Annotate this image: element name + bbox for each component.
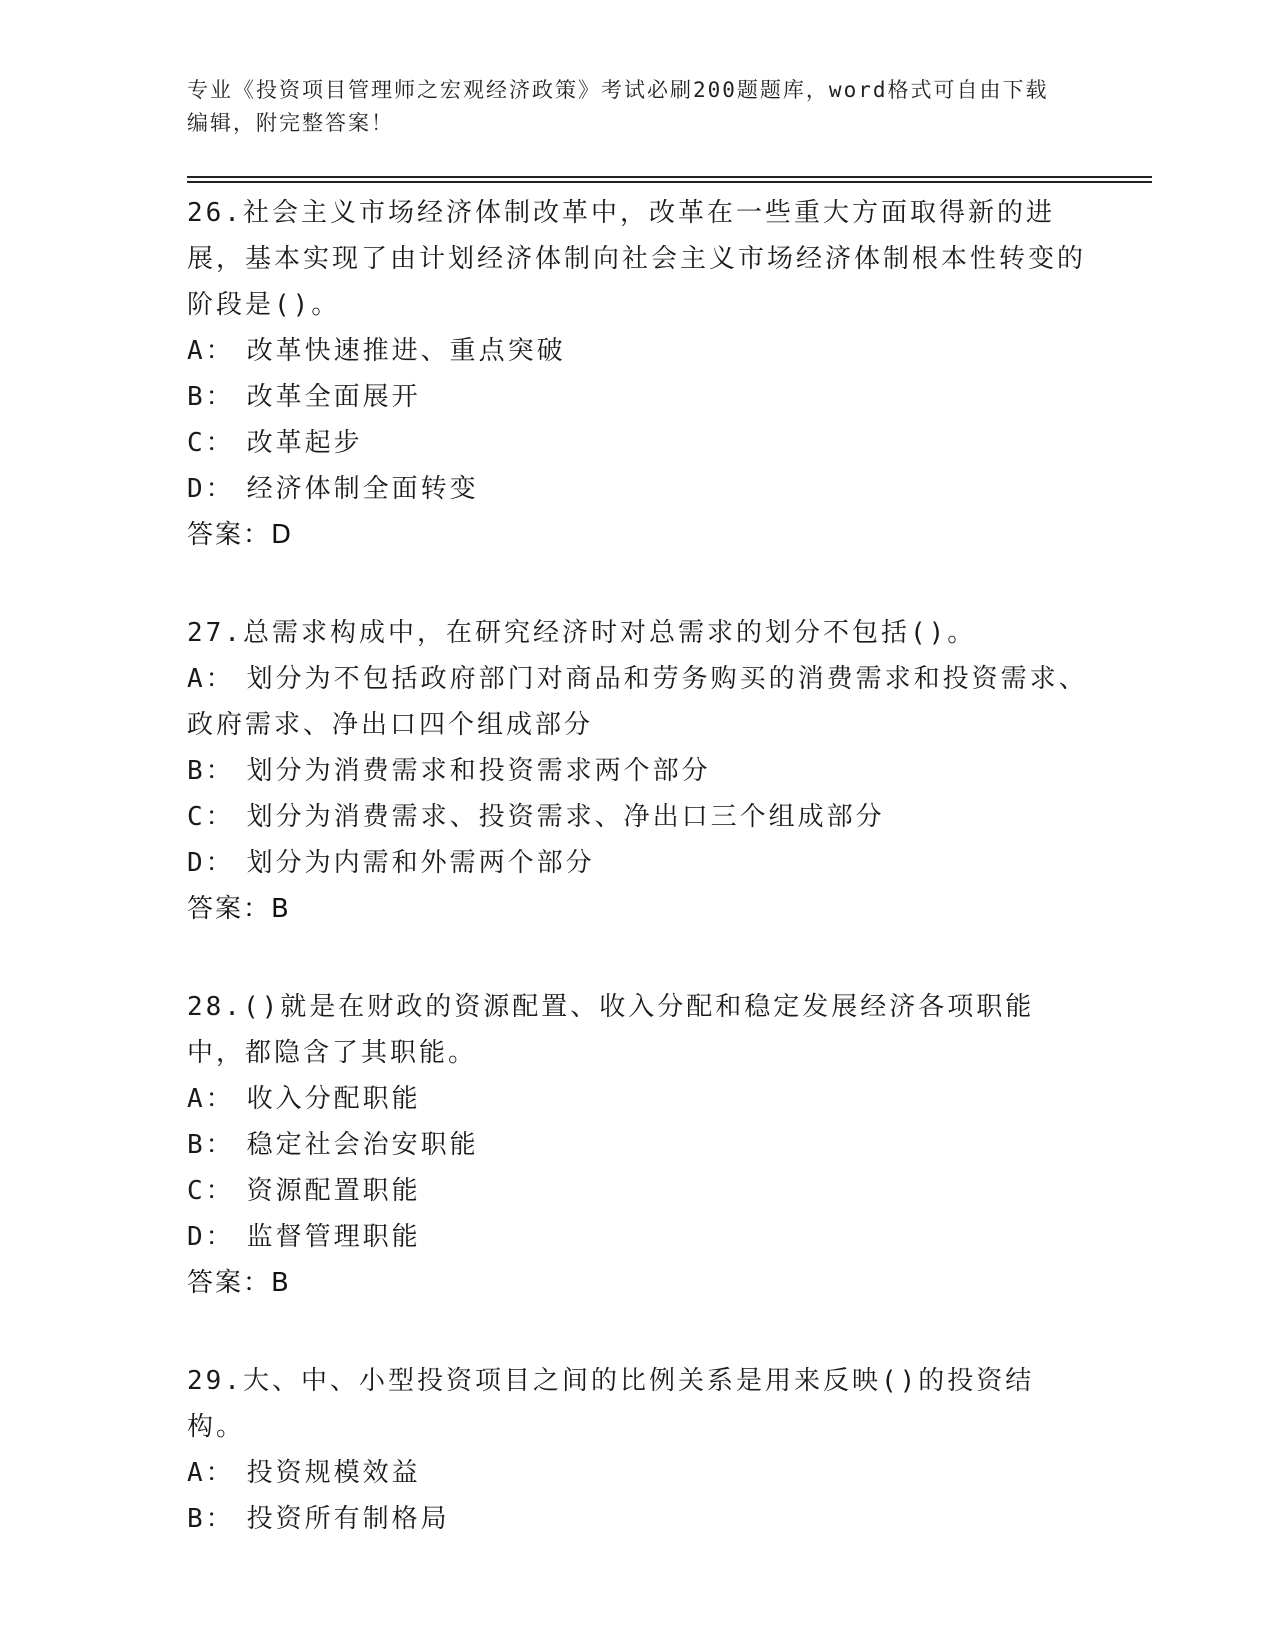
option-letter: A： — [187, 1084, 235, 1114]
question-26 — [187, 190, 1087, 558]
option-a — [187, 1076, 1087, 1122]
option-letter: A： — [187, 336, 235, 366]
option-d — [187, 840, 1087, 886]
option-letter: B： — [187, 382, 235, 412]
option-letter: C： — [187, 1176, 235, 1206]
option-text: 改革起步 — [246, 428, 363, 458]
answer-value: B — [271, 1268, 289, 1298]
option-text: 改革全面展开 — [246, 382, 421, 412]
option-a-continued: 政府需求、净出口四个组成部分 — [187, 710, 594, 740]
option-c — [187, 420, 1087, 466]
answer-line — [187, 512, 1087, 558]
answer-line — [187, 886, 1087, 932]
option-b — [187, 1122, 1087, 1168]
question-stem: 26.社会主义市场经济体制改革中，改革在一些重大方面取得新的进展，基本实现了由计划经济体制向社会主义市场经济体制根本性转变的阶段是()。 — [187, 198, 1087, 320]
option-d — [187, 1214, 1087, 1260]
option-letter: D： — [187, 1222, 235, 1252]
question-stem: 28.()就是在财政的资源配置、收入分配和稳定发展经济各项职能中，都隐含了其职能。 — [187, 992, 1035, 1068]
option-text: 改革快速推进、重点突破 — [246, 336, 566, 366]
header-divider-bottom — [187, 181, 1152, 183]
option-text: 划分为不包括政府部门对商品和劳务购买的消费需求和投资需求、 — [246, 664, 1088, 694]
option-c — [187, 1168, 1087, 1214]
answer-value: D — [271, 520, 292, 550]
answer-label: 答案： — [187, 1268, 272, 1298]
option-text: 投资规模效益 — [246, 1458, 421, 1488]
option-b — [187, 1496, 1087, 1542]
document-header: 专业《投资项目管理师之宏观经济政策》考试必刷200题题库，word格式可自由下载编辑，附完整答案！ — [187, 78, 1049, 135]
question-29 — [187, 1358, 1087, 1542]
option-a — [187, 656, 1087, 702]
option-letter: B： — [187, 756, 235, 786]
answer-value: B — [271, 894, 289, 924]
option-c — [187, 794, 1087, 840]
option-letter: A： — [187, 664, 235, 694]
option-b — [187, 748, 1087, 794]
answer-label: 答案： — [187, 894, 272, 924]
question-list — [187, 190, 1087, 1594]
answer-line — [187, 1260, 1087, 1306]
option-letter: B： — [187, 1504, 235, 1534]
option-a — [187, 328, 1087, 374]
option-d — [187, 466, 1087, 512]
question-28 — [187, 984, 1087, 1306]
answer-label: 答案： — [187, 520, 272, 550]
option-letter: C： — [187, 428, 235, 458]
option-letter: D： — [187, 474, 235, 504]
option-a — [187, 1450, 1087, 1496]
option-text: 投资所有制格局 — [246, 1504, 450, 1534]
option-letter: D： — [187, 848, 235, 878]
option-letter: C： — [187, 802, 235, 832]
option-text: 经济体制全面转变 — [246, 474, 479, 504]
option-text: 稳定社会治安职能 — [246, 1130, 479, 1160]
option-b — [187, 374, 1087, 420]
option-letter: B： — [187, 1130, 235, 1160]
option-text: 收入分配职能 — [246, 1084, 421, 1114]
option-text: 监督管理职能 — [246, 1222, 421, 1252]
option-text: 划分为内需和外需两个部分 — [246, 848, 595, 878]
question-stem: 27.总需求构成中，在研究经济时对总需求的划分不包括()。 — [187, 618, 977, 648]
question-stem: 29.大、中、小型投资项目之间的比例关系是用来反映()的投资结构。 — [187, 1366, 1035, 1442]
header-divider-top — [187, 176, 1152, 178]
option-text: 资源配置职能 — [246, 1176, 421, 1206]
question-27 — [187, 610, 1087, 932]
option-text: 划分为消费需求和投资需求两个部分 — [246, 756, 711, 786]
option-text: 划分为消费需求、投资需求、净出口三个组成部分 — [246, 802, 885, 832]
option-letter: A： — [187, 1458, 235, 1488]
